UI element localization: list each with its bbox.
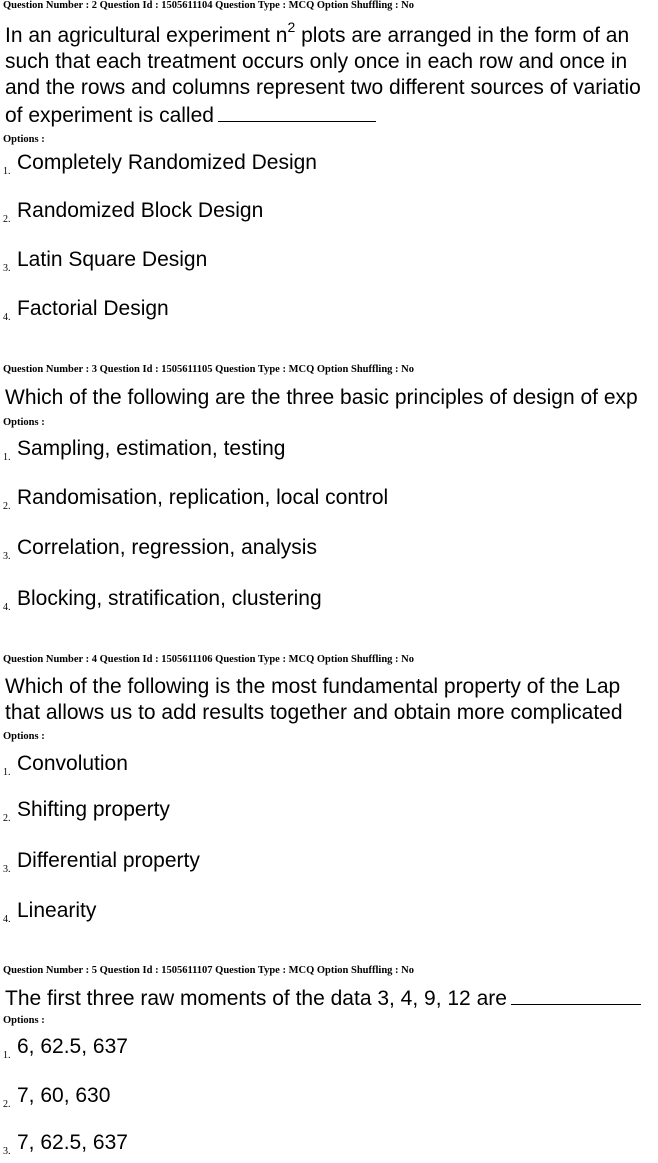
option-number: 4.	[3, 914, 11, 925]
question-text-part: In an agricultural experiment n	[5, 24, 288, 47]
options-label: Options :	[3, 417, 45, 428]
option-number: 2.	[3, 214, 11, 225]
option-text: Differential property	[17, 849, 200, 872]
question-text-part: plots are arranged in the form of an	[295, 24, 630, 47]
option-number: 4.	[3, 312, 11, 323]
option-number: 2.	[3, 1099, 11, 1110]
question-text-part: of experiment is called	[5, 104, 214, 127]
option-text: Latin Square Design	[17, 248, 208, 271]
question-meta: Question Number : 4 Question Id : 1505611106 Question Type : MCQ Option Shuffling : No	[3, 654, 415, 665]
answer-blank	[218, 101, 376, 122]
option-text: Randomized Block Design	[17, 199, 264, 222]
option-number: 1.	[3, 1050, 11, 1061]
option-text: 7, 60, 630	[17, 1084, 111, 1107]
option-number: 2.	[3, 501, 11, 512]
options-label: Options :	[3, 134, 45, 145]
option-text: Correlation, regression, analysis	[17, 536, 317, 559]
question-meta: Question Number : 2 Question Id : 1505611104 Question Type : MCQ Option Shuffling : No	[3, 0, 415, 11]
option-text: Completely Randomized Design	[17, 151, 317, 174]
option-number: 3.	[3, 551, 11, 562]
question-text-line: such that each treatment occurs only once in each row and once in	[5, 50, 628, 73]
option-text: Sampling, estimation, testing	[17, 437, 286, 460]
option-text: 6, 62.5, 637	[17, 1035, 128, 1058]
option-number: 1.	[3, 767, 11, 778]
question-text-line: Which of the following is the most fundamental property of the Lap	[5, 675, 621, 698]
option-text: Factorial Design	[17, 297, 169, 320]
option-text: Randomisation, replication, local control	[17, 486, 389, 509]
option-text: Shifting property	[17, 798, 170, 821]
option-number: 1.	[3, 166, 11, 177]
options-label: Options :	[3, 1015, 45, 1026]
question-text-line: that allows us to add results together and obtain more complicated	[5, 701, 623, 724]
option-number: 3.	[3, 1146, 11, 1157]
option-text: 7, 62.5, 637	[17, 1131, 128, 1154]
question-text-line: Which of the following are the three basic principles of design of exp	[5, 386, 638, 409]
question-meta: Question Number : 5 Question Id : 1505611107 Question Type : MCQ Option Shuffling : No	[3, 965, 415, 976]
option-text: Blocking, stratification, clustering	[17, 587, 322, 610]
option-number: 4.	[3, 602, 11, 613]
option-text: Linearity	[17, 899, 97, 922]
options-label: Options :	[3, 731, 45, 742]
option-number: 2.	[3, 813, 11, 824]
question-meta: Question Number : 3 Question Id : 1505611105 Question Type : MCQ Option Shuffling : No	[3, 364, 415, 375]
question-text-line: and the rows and columns represent two different sources of variatio	[5, 76, 641, 99]
option-number: 3.	[3, 864, 11, 875]
option-text: Convolution	[17, 752, 128, 775]
superscript: 2	[287, 19, 296, 35]
question-text-line	[5, 984, 641, 1012]
question-text-line	[5, 19, 630, 49]
question-text-line	[5, 101, 376, 129]
option-number: 1.	[3, 452, 11, 463]
answer-blank	[511, 984, 641, 1005]
option-number: 3.	[3, 263, 11, 274]
question-text-part: The first three raw moments of the data 3, 4, 9, 12 are	[5, 987, 507, 1010]
